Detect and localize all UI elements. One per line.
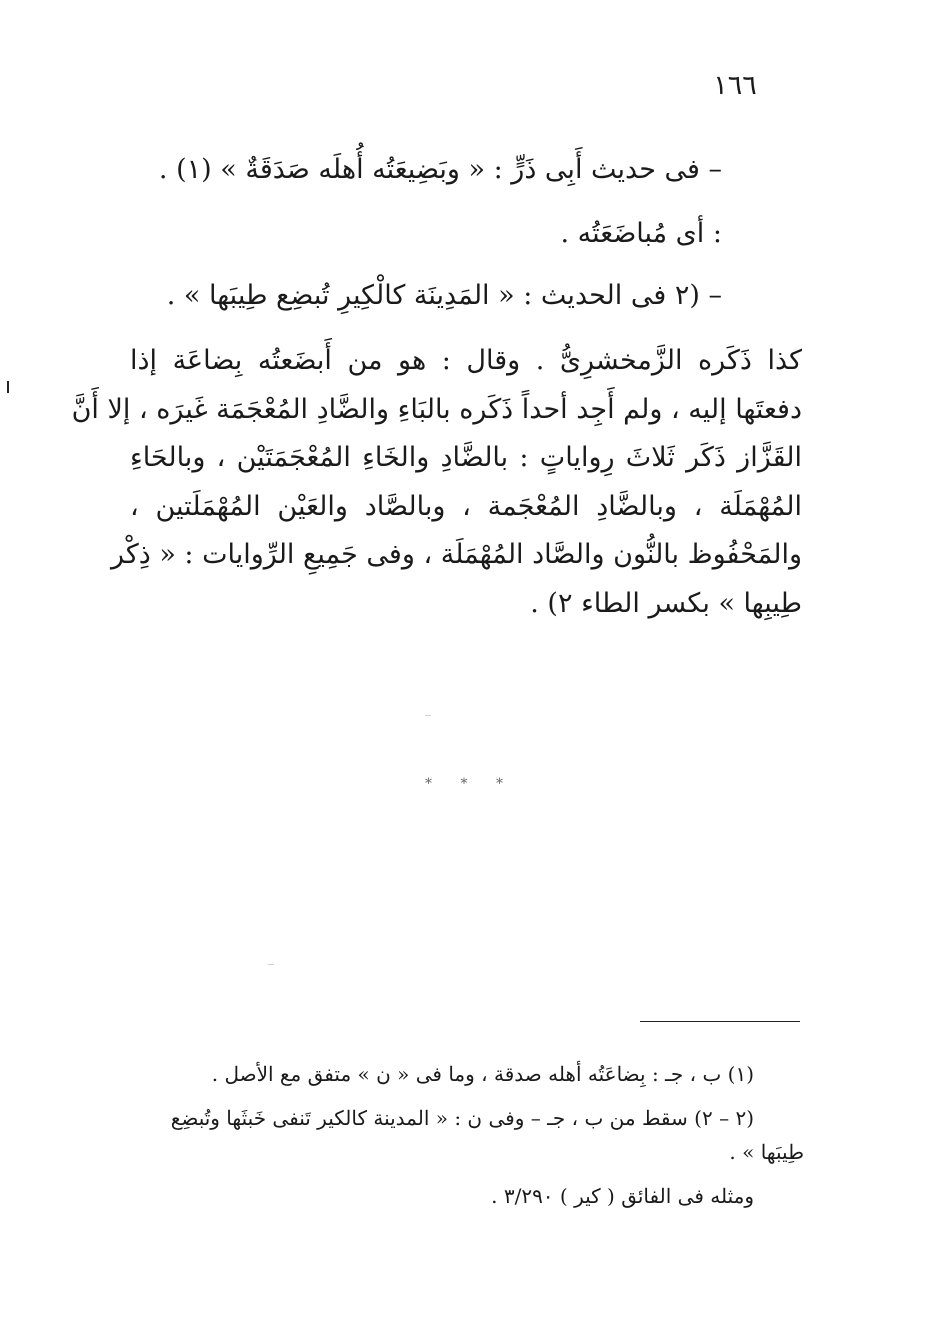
paragraph-line: كذا ذَكَره الزَّمخشرِىُّ . وقال : هو من أَبضَعتُه بِضاعَة إذا [130,345,802,376]
footnote-3: ومثله فى الفائق ( كير ) ٣/٢٩٠ . [491,1184,754,1208]
entry-hadith-abi-dharr: – فى حديث أَبِى ذَرٍّ : « وبَضِيعَتُه أُهلَه صَدَقَةٌ » (١) . [158,154,722,185]
footnote-divider [640,1021,800,1022]
footnote-2-line-1: (٢ – ٢) سقط من ب ، جـ – وفى ن : « المدينة كالكير تَنفى خَبثَها وتُبضِع [170,1106,754,1130]
scan-speck [425,715,431,716]
paragraph-line: والمَحْفُوظ بالنُّون والصَّاد المُهْمَلَة ، وفى جَمِيعِ الرِّوايات : « ذِكْر [110,539,802,570]
commentary-paragraph [71,337,802,628]
footnote-2-line-2: طِيبَها » . [729,1140,804,1164]
footnote-1: (١) ب ، جـ : بِضاعَتُه أهله صدقة ، وما فى « ن » متفق مع الأصل . [211,1062,754,1086]
section-separator-stars: * * * [425,776,515,792]
paragraph-line: دفعتَها إليه ، ولم أَجِد أحداً ذَكَره بالبَاءِ والضَّادِ المُعْجَمَة غَيرَه ، إلا أَنَّ [71,393,802,425]
scan-speck [268,964,274,965]
paragraph-line: القَزَّاز ذَكَر ثَلاثَ رِواياتٍ : بالضَّادِ والخَاءِ المُعْجَمَتَيْن ، وبالحَاءِ [130,442,802,473]
paragraph-line: المُهْمَلَة ، وبالضَّادِ المُعْجَمة ، وبالصَّاد والعَيْن المُهْمَلَتين ، [130,490,802,522]
margin-mark [7,381,9,393]
entry-hadith-madina: – (٢ فى الحديث : « المَدِينَة كالْكِيرِ تُبضِع طِيبَها » . [166,280,722,311]
paragraph-line: طِيبِها » بكسر الطاء ٢) . [530,587,802,619]
entry-gloss: : أى مُباضَعَتُه . [560,218,722,249]
page-number: ١٦٦ [713,70,757,101]
